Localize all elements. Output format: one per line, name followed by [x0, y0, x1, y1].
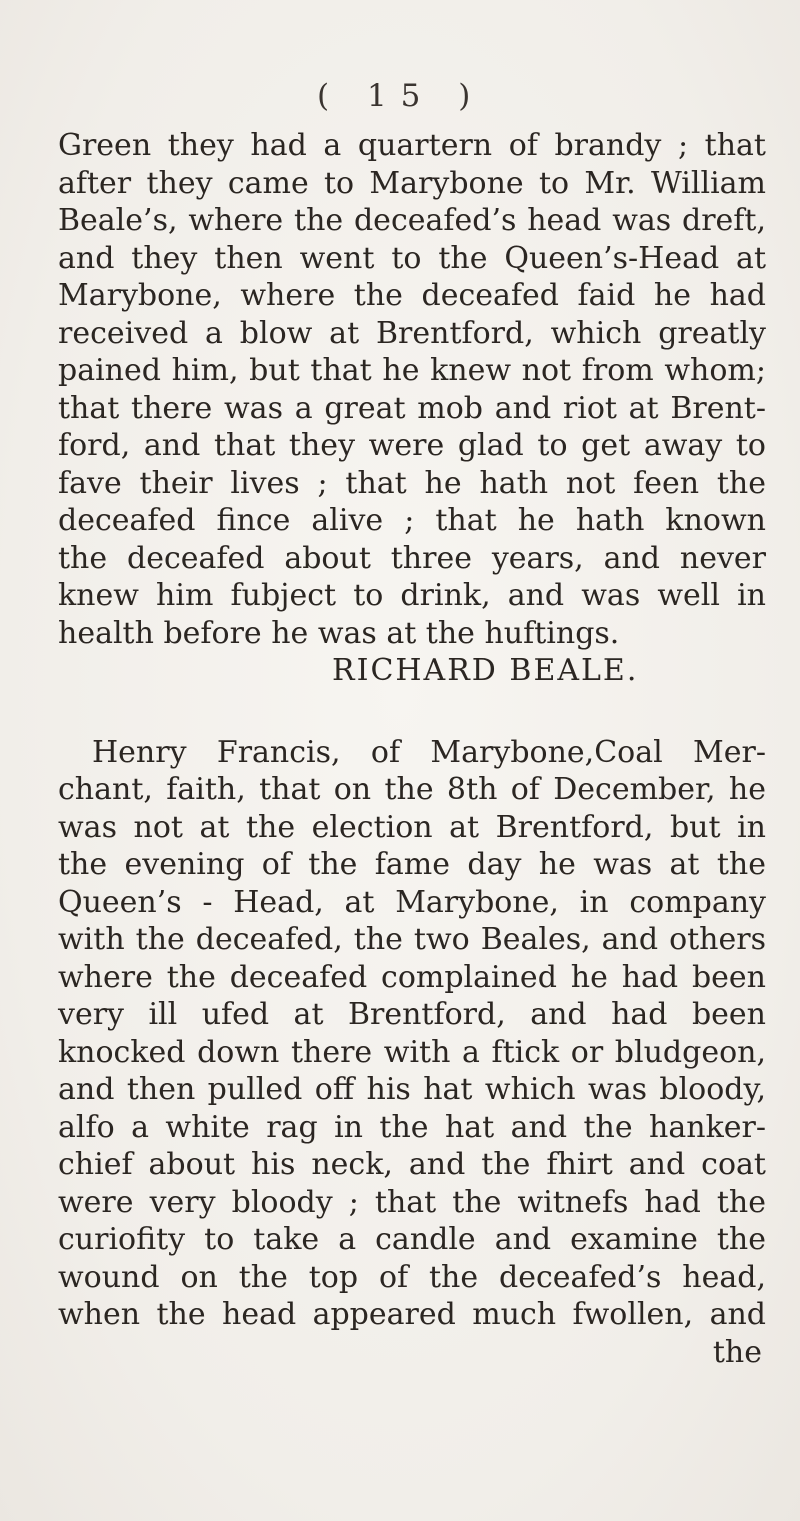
text-line: deceafed fince alive ; that he hath known — [58, 503, 766, 538]
text-line: fave their lives ; that he hath not feen the — [58, 465, 766, 501]
text-line: knocked down there with a ftick or bludgeon, — [58, 1034, 766, 1070]
text-line: the deceafed about three years, and never — [58, 540, 766, 576]
text-line: wound on the top of the deceafed’s head, — [58, 1259, 766, 1295]
text-line: when the head appeared much fwollen, and — [58, 1297, 766, 1332]
text-line: Green they had a quartern of brandy ; that — [58, 128, 766, 163]
page-text — [58, 127, 766, 1371]
text-line: received a blow at Brentford, which greatly — [58, 315, 766, 351]
text-line: where the deceafed complained he had been — [58, 959, 766, 995]
text-line: Beale’s, where the deceafed’s head was dreft, — [58, 203, 766, 238]
text-line: with the deceafed, the two Beales, and others — [58, 922, 766, 957]
text-line: were very bloody ; that the witnefs had the — [58, 1184, 766, 1220]
text-line: Marybone, where the deceafed faid he had — [58, 278, 766, 313]
text-line: was not at the election at Brentford, but in — [58, 809, 766, 845]
text-line: health before he was at the huftings. — [58, 615, 620, 651]
text-line: alfo a white rag in the hat and the hanker- — [58, 1109, 766, 1145]
text-line: chant, faith, that on the 8th of December, he — [58, 772, 766, 807]
text-line: and they then went to the Queen’s-Head at — [58, 240, 766, 276]
paragraph-gap — [58, 690, 766, 734]
deposition-paragraph-1 — [58, 127, 766, 652]
page-number: ( 15 ) — [317, 78, 485, 114]
text-line: knew him fubject to drink, and was well in — [58, 578, 766, 613]
text-line: very ill ufed at Brentford, and had been — [58, 997, 766, 1032]
witness-signature: RICHARD BEALE. — [332, 653, 639, 688]
text-line: Henry Francis, of Marybone,Coal Mer- — [92, 734, 766, 770]
deposition-paragraph-2 — [58, 734, 766, 1334]
text-line: pained him, but that he knew not from whom; — [58, 353, 766, 388]
text-line: Queen’s - Head, at Marybone, in company — [58, 884, 766, 920]
text-line: chief about his neck, and the fhirt and coat — [58, 1147, 766, 1182]
text-line: ford, and that they were glad to get away to — [58, 428, 766, 463]
text-line: curiofity to take a candle and examine the — [58, 1222, 766, 1257]
text-line: that there was a great mob and riot at Brent- — [58, 390, 766, 426]
text-line: after they came to Marybone to Mr. William — [58, 165, 766, 201]
catchword: the — [712, 1334, 762, 1370]
text-line: the evening of the fame day he was at the — [58, 847, 766, 882]
text-line: and then pulled off his hat which was bloody, — [58, 1072, 766, 1107]
